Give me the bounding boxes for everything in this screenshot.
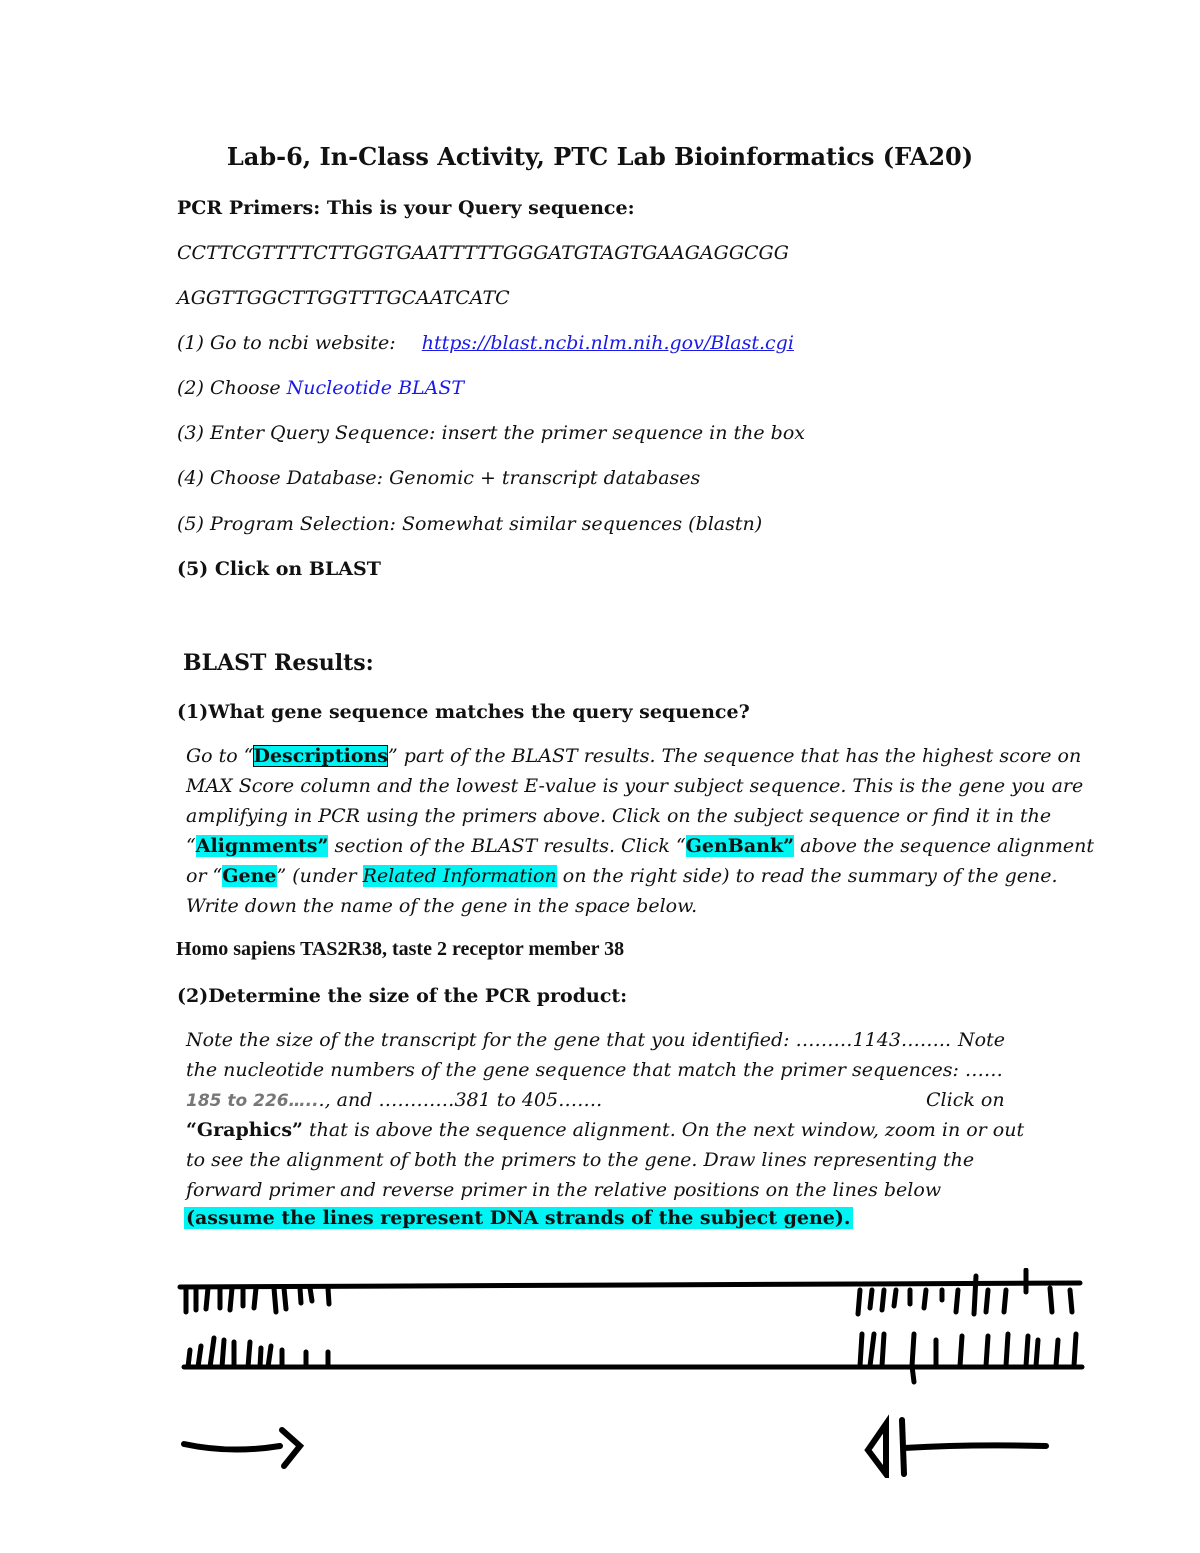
assumption-highlight: (assume the lines represent DNA strands of the subject gene).: [186, 1207, 851, 1229]
step-1-text: (1) Go to ncbi website:: [177, 332, 396, 354]
step-click-blast: (5) Click on BLAST: [177, 558, 381, 580]
alignments-highlight: Alignments”: [195, 835, 329, 857]
primer-sequence-2: AGGTTGGCTTGGTTTGCAATCATC: [177, 287, 510, 309]
primer-sequence-1: CCTTCGTTTTCTTGGTGAATTTTTGGGATGTAGTGAAGAGGCGG: [177, 242, 789, 264]
q2-line-3-a: ., and …………: [318, 1089, 455, 1111]
reverse-primer-bottom-marks: [860, 1334, 1076, 1382]
q1-line-3: amplifying in PCR using the primers above. Click on the subject sequence or find it in the: [186, 805, 1052, 827]
q2-line-1-b: ……..: [900, 1029, 952, 1051]
forward-primer-arrow: [184, 1430, 300, 1466]
q1-line-5: [186, 865, 1058, 887]
graphics-label: “Graphics”: [186, 1119, 303, 1141]
q2-line-4: [186, 1119, 1024, 1141]
step-5: (5) Program Selection: Somewhat similar sequences (blastn): [177, 513, 763, 535]
q2-line-1-a: Note the size of the transcript for the gene that you identified: ………: [186, 1029, 853, 1051]
primers-heading: PCR Primers: This is your Query sequence:: [177, 197, 635, 219]
question-1-heading: (1)What gene sequence matches the query sequence?: [177, 701, 750, 723]
gene-highlight: Gene: [222, 865, 277, 887]
q2-line-2: the nucleotide numbers of the gene sequence that match the primer sequences: ……: [186, 1059, 1003, 1081]
gene-answer: Homo sapiens TAS2R38, taste 2 receptor member 38: [176, 938, 625, 960]
step-2: [177, 377, 464, 399]
q1-line-4-a: “: [186, 835, 196, 857]
genbank-highlight: GenBank”: [685, 835, 795, 857]
q1-line-5-b: ” (under: [276, 865, 363, 887]
q2-line-1: [186, 1029, 951, 1051]
q2-line-3-click: Click on: [926, 1089, 1005, 1111]
dna-strand-top: [180, 1283, 1080, 1287]
q2-line-3-b: …….: [558, 1089, 603, 1111]
forward-primer-range: 185 to 226: [186, 1091, 289, 1111]
q1-line-4: [186, 835, 1094, 857]
primer-drawing: [170, 1268, 1090, 1478]
question-2-heading: (2)Determine the size of the PCR product:: [177, 985, 628, 1007]
q1-line-4-b: section of the BLAST results. Click “: [328, 835, 686, 857]
step-3: (3) Enter Query Sequence: insert the primer sequence in the box: [177, 422, 805, 444]
q1-line-2: MAX Score column and the lowest E-value is your subject sequence. This is the gene you are: [186, 775, 1084, 797]
q1-line-1: [186, 745, 1081, 767]
q2-line-5: to see the alignment of both the primers to the gene. Draw lines representing the: [186, 1149, 975, 1171]
q2-line-3-dots: …..: [288, 1091, 319, 1111]
step-2-text: (2) Choose: [177, 377, 281, 399]
forward-primer-top-marks: [186, 1288, 329, 1312]
q2-line-3: [186, 1089, 602, 1111]
reverse-primer-arrow: [868, 1420, 1046, 1474]
q1-line-5-a: or “: [186, 865, 223, 887]
step-4: (4) Choose Database: Genomic + transcript databases: [177, 467, 701, 489]
descriptions-highlight: Descriptions: [253, 745, 389, 767]
q1-line-4-c: above the sequence alignment: [794, 835, 1095, 857]
reverse-primer-top-marks: [858, 1270, 1072, 1314]
q1-line-6: Write down the name of the gene in the space below.: [186, 895, 698, 917]
q2-line-4-a: that is above the sequence alignment. On the next window, zoom in or out: [303, 1119, 1025, 1141]
q2-line-6: forward primer and reverse primer in the relative positions on the lines below: [186, 1179, 942, 1201]
page-title: Lab-6, In-Class Activity, PTC Lab Bioinformatics (FA20): [226, 142, 974, 171]
blast-results-heading: BLAST Results:: [183, 650, 374, 676]
nucleotide-blast-label: Nucleotide BLAST: [286, 377, 465, 399]
q1-line-5-c: on the right side) to read the summary of the gene.: [556, 865, 1058, 887]
q1-line-1-a: Go to “: [186, 745, 254, 767]
step-1: [177, 332, 794, 354]
transcript-size-answer: 1143: [852, 1029, 901, 1051]
reverse-primer-range: 381 to 405: [454, 1089, 559, 1111]
ncbi-blast-link[interactable]: https://blast.ncbi.nlm.nih.gov/Blast.cgi: [421, 332, 794, 354]
related-information-highlight: Related Information: [362, 865, 557, 887]
q2-line-1-note: Note: [958, 1029, 1005, 1051]
q1-line-1-b: ” part of the BLAST results. The sequence that has the highest score on: [388, 745, 1082, 767]
forward-primer-bottom-marks: [188, 1338, 328, 1367]
